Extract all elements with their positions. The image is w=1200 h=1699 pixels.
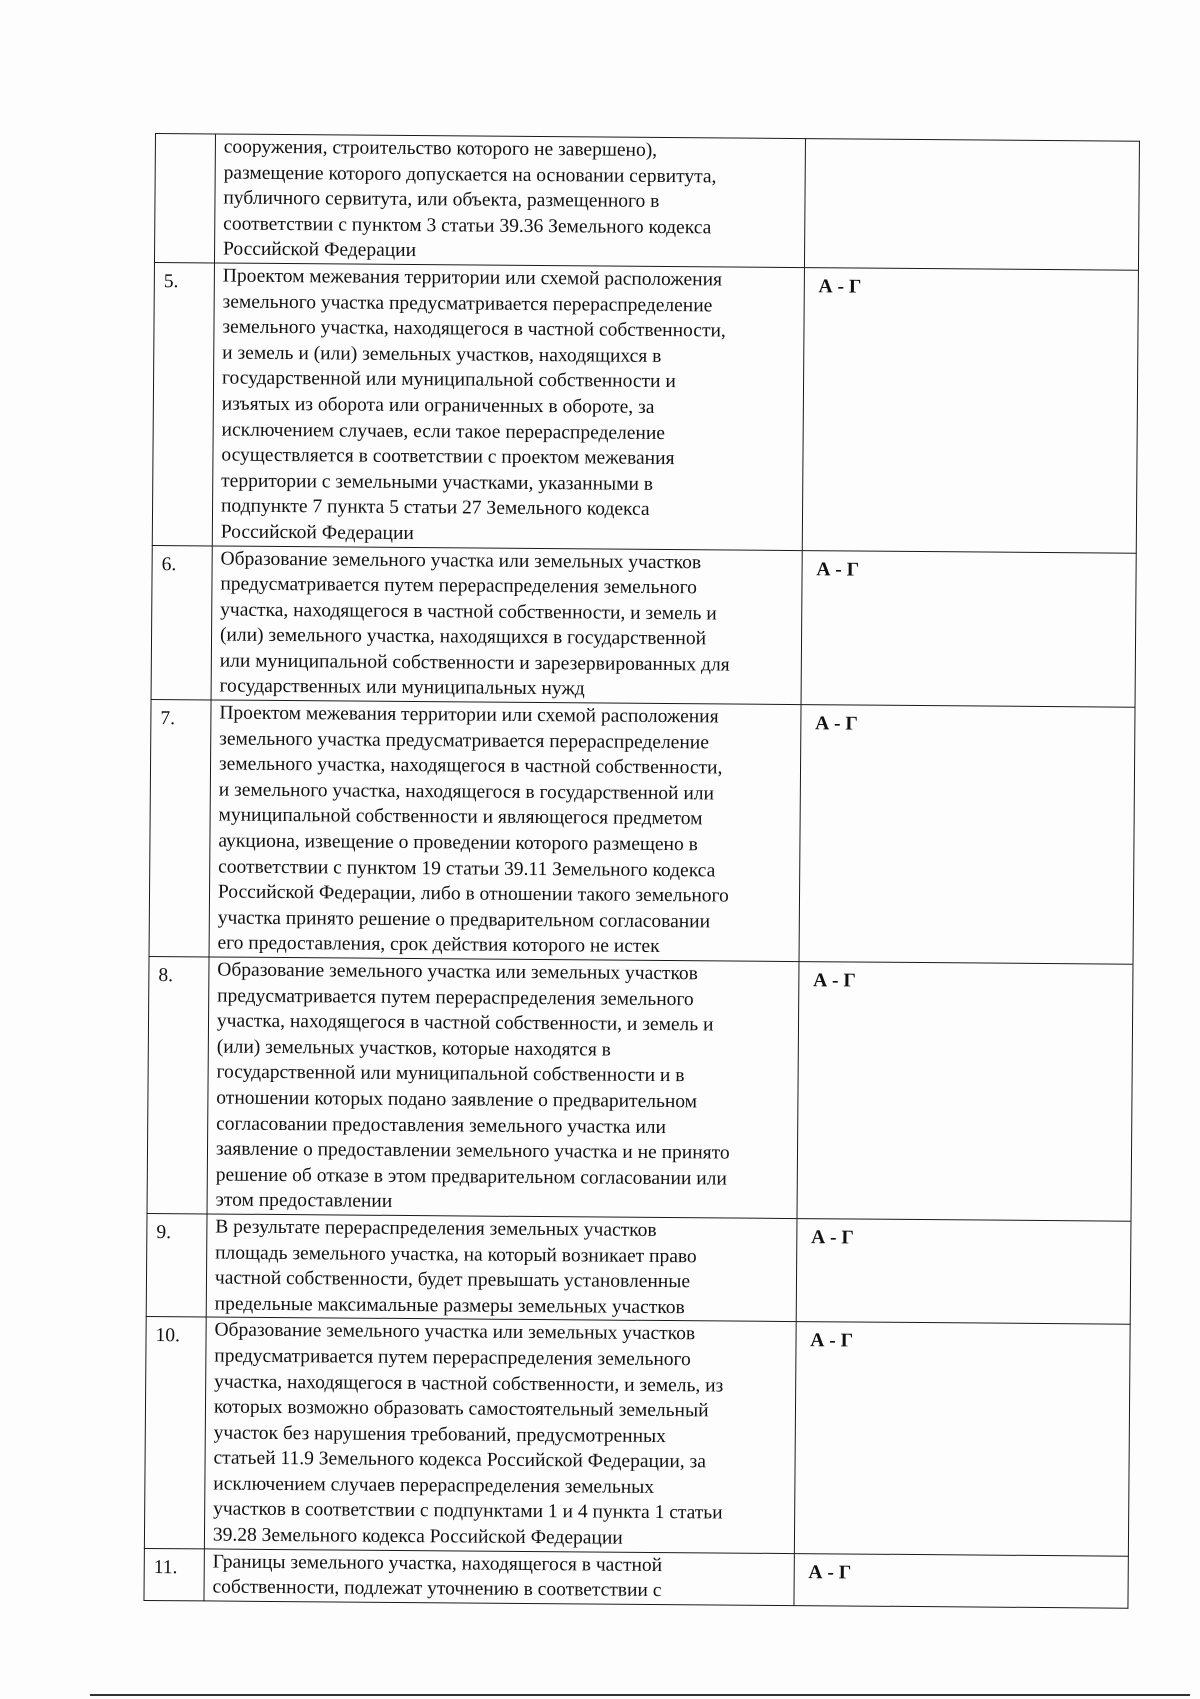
table-row [151,545,1136,707]
row-number: 7. [149,700,211,957]
row-number: 6. [151,545,212,700]
row-description: Границы земельного участка, находящегося в частной собственности, подлежат уточнению в соответствии с [204,1549,794,1606]
row-number: 11. [144,1548,204,1601]
grounds-table [143,133,1139,1609]
row-description: Образование земельного участка или земельных участков предусматривается путем перераспределения земельного участка, находящегося в частной собственности, и земель и (или) земельного участка, находящихся в государственной или муниципальной собственности и зарезервированных для государственных или муниципальных нужд [211,545,802,704]
row-description: Проектом межевания территории или схемой расположения земельного участка предусматривается перераспределение земельного участка, находящегося в частной собственности, и земельного участка, находящегося в государственной или муниципальной собственности и являющегося предметом аукциона, извещение о проведении которого размещено в соответствии с пунктом 19 статьи 39.11 Земельного кодекса Российской Федерации, либо в отношении такого земельного участка принято решение о предварительном согласовании его предоставления, срок действия которого не истек [209,700,801,962]
row-number: 8. [147,956,209,1213]
table-row [144,1317,1130,1556]
table-row [144,1548,1128,1608]
row-code: А - Г [794,1553,1129,1608]
row-description: Образование земельного участка или земельных участков предусматривается путем перераспределения земельного участка, находящегося в частной собственности, и земель и (или) земельных участков, которые находятся в государственной или муниципальной собственности и в отношении которых подано заявление о предварительном согласовании предоставления земельного участка или заявление о предоставлении земельного участка и не принято решение об отказе в этом предварительном согласовании или этом предоставлении [207,957,799,1219]
row-code: А - Г [802,268,1138,553]
row-code: А - Г [796,1219,1131,1325]
table-row [147,956,1133,1221]
row-code: А - Г [794,1322,1130,1556]
row-description: сооружения, строительство которого не завершено), размещение которого допускается на основании сервитута, публичного сервитута, или объекта, размещенного в соответствии с пунктом 3 статьи 39.36 Земельного кодекса Российской Федерации [214,134,805,268]
row-number: 9. [146,1213,207,1317]
row-code: А - Г [801,550,1136,707]
page-bottom-edge [90,1694,1190,1696]
table-row [152,262,1138,552]
row-code [804,139,1139,271]
row-description: Образование земельного участка или земельных участков предусматривается путем перераспределения земельного участка, находящегося в частной собственности, и земель, из которых возможно образовать самостоятельный земельный участок без нарушения требований, предусмотренных статьей 11.9 Земельного кодекса Российской Федерации, за исключением случаев перераспределения земельных участков в соответствии с подпунктами 1 и 4 пункта 1 статьи 39.28 Земельного кодекса Российской Федерации [204,1317,796,1553]
row-description: В результате перераспределения земельных участков площадь земельного участка, на который возникает право частной собственности, будет превышать установленные предельные максимальные размеры земельных участков [206,1214,797,1322]
row-code: А - Г [797,962,1133,1222]
row-number: 10. [144,1317,206,1549]
table-row [146,1213,1131,1324]
row-number [154,134,215,263]
table-row [154,134,1139,271]
row-code: А - Г [799,705,1135,965]
row-number: 5. [152,262,214,545]
row-description: Проектом межевания территории или схемой расположения земельного участка предусматривается перераспределение земельного участка, находящегося в частной собственности, и земель и (или) земельных участков, находящихся в государственной или муниципальной собственности и изъятых из оборота или ограниченных в обороте, за исключением случаев, если такое перераспределение осуществляется в соответствии с проектом межевания территории с земельными участками, указанными в подпункте 7 пункта 5 статьи 27 Земельного кодекса Российской Федерации [212,263,804,550]
table-row [149,700,1135,965]
